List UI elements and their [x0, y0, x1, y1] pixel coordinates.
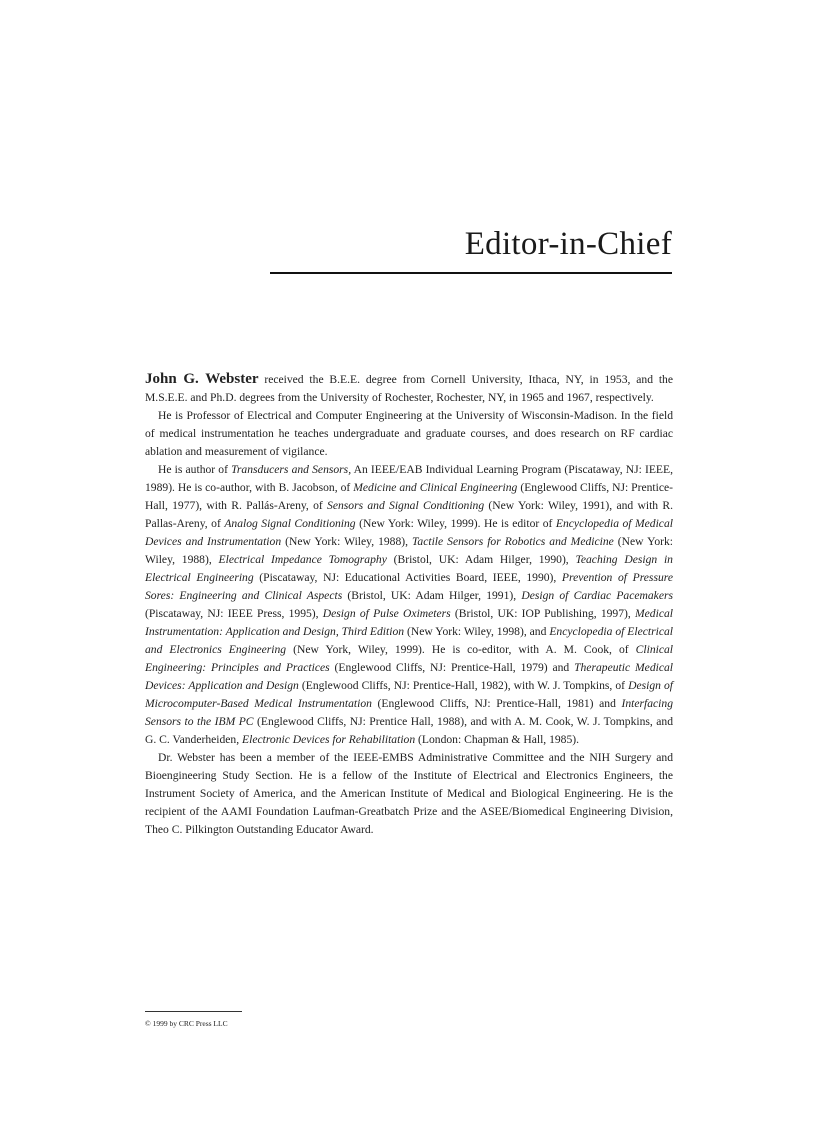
footnote-divider	[145, 1011, 242, 1012]
book-title: Design of Microcomputer-Based Medical Instrumentation	[145, 679, 673, 710]
bio-text-segment: (Englewood Cliffs, NJ: Prentice Hall, 1988), and with A. M. Cook, W. J. Tompkins, and G. C. Vanderheiden,	[145, 715, 673, 746]
bio-text	[145, 370, 673, 839]
bio-text-segment: (New York: Wiley, 1988),	[145, 535, 673, 566]
author-name: John G. Webster	[145, 371, 259, 387]
bio-text-segment: (Bristol, UK: IOP Publishing, 1997),	[450, 607, 635, 620]
bio-paragraph-2: He is Professor of Electrical and Computer Engineering at the University of Wisconsin-Madison. In the field of medical instrumentation he teaches undergraduate and graduate courses, and does research on RF cardiac ablation and measurement of vigilance.	[145, 409, 673, 458]
title-underline	[270, 272, 672, 274]
book-title: Encyclopedia of Electrical and Electronics Engineering	[145, 625, 673, 656]
book-title: Electrical Impedance Tomography	[218, 553, 387, 566]
book-title: Sensors and Signal Conditioning	[327, 499, 485, 512]
bio-text-segment: An IEEE/EAB Individual Learning Program (Piscataway, NJ: IEEE, 1989). He is co-author, with B. Jacobson, of	[145, 463, 673, 494]
bio-text-segment: (Englewood Cliffs, NJ: Prentice-Hall, 1982), with W. J. Tompkins, of	[298, 679, 629, 692]
bio-text-segment: (Englewood Cliffs, NJ: Prentice-Hall, 1977), with R. Pallás-Areny, of	[145, 481, 674, 512]
bio-paragraph-1-text: received the B.E.E. degree from Cornell University, Ithaca, NY, in 1953, and the M.S.E.E. and Ph.D. degrees from the University of Rochester, Rochester, NY, in 1965 and 1967, respectively.	[145, 373, 673, 404]
bio-paragraph-3	[145, 461, 673, 749]
book-title: Medicine and Clinical Engineering	[353, 481, 518, 494]
bio-text-segment: (New York, Wiley, 1999). He is co-editor, with A. M. Cook, of	[286, 643, 636, 656]
book-title: Teaching Design in Electrical Engineering	[145, 553, 673, 584]
book-title: Analog Signal Conditioning	[224, 517, 356, 530]
book-title: Transducers and Sensors,	[231, 463, 352, 476]
bio-text-segment: (Bristol, UK: Adam Hilger, 1990),	[386, 553, 576, 566]
bio-paragraph-4: Dr. Webster has been a member of the IEEE-EMBS Administrative Committee and the NIH Surgery and Bioengineering Study Section. He is a fellow of the Institute of Electrical and Electronics Engineers, the Instrument Society of America, and the American Institute of Medical and Biological Engineering. He is the recipient of the AAMI Foundation Laufman-Greatbatch Prize and the ASEE/Biomedical Engineering Division, Theo C. Pilkington Outstanding Educator Award.	[145, 751, 673, 836]
bio-text-segment: He is author of	[158, 463, 232, 476]
book-title: Design of Pulse Oximeters	[322, 607, 451, 620]
book-title: Medical Instrumentation: Application and Design, Third Edition	[145, 607, 673, 638]
bio-text-segment: (Piscataway, NJ: Educational Activities Board, IEEE, 1990),	[253, 571, 562, 584]
bio-text-segment: (Piscataway, NJ: IEEE Press, 1995),	[145, 607, 323, 620]
book-title: Clinical Engineering: Principles and Practices	[145, 643, 673, 674]
bio-paragraph-1	[145, 370, 673, 407]
book-title: Electronic Devices for Rehabilitation	[242, 733, 416, 746]
bio-text-segment: (Englewood Cliffs, NJ: Prentice-Hall, 1981) and	[371, 697, 622, 710]
bio-text-segment: (Bristol, UK: Adam Hilger, 1991),	[342, 589, 522, 602]
book-title: Interfacing Sensors to the IBM PC	[145, 697, 673, 728]
book-title: Therapeutic Medical Devices: Application and Design	[145, 661, 673, 692]
book-title: Encyclopedia of Medical Devices and Instrumentation	[145, 517, 673, 548]
book-title: Prevention of Pressure Sores: Engineering and Clinical Aspects	[145, 571, 673, 602]
book-title: Design of Cardiac Pacemakers	[521, 589, 673, 602]
copyright-footnote: © 1999 by CRC Press LLC	[145, 1019, 228, 1028]
bio-text-segment: (New York: Wiley, 1988),	[281, 535, 413, 548]
bio-text-segment: (New York: Wiley, 1999). He is editor of	[355, 517, 556, 530]
bio-text-segment: (New York: Wiley, 1998), and	[404, 625, 550, 638]
bio-text-segment: (Englewood Cliffs, NJ: Prentice-Hall, 1979) and	[329, 661, 575, 674]
bio-text-segment: (London: Chapman & Hall, 1985).	[415, 733, 580, 746]
page-title: Editor-in-Chief	[464, 226, 672, 262]
book-title: Tactile Sensors for Robotics and Medicine	[412, 535, 614, 548]
bio-text-segment: (New York: Wiley, 1991), and with R. Pallas-Areny, of	[145, 499, 673, 530]
